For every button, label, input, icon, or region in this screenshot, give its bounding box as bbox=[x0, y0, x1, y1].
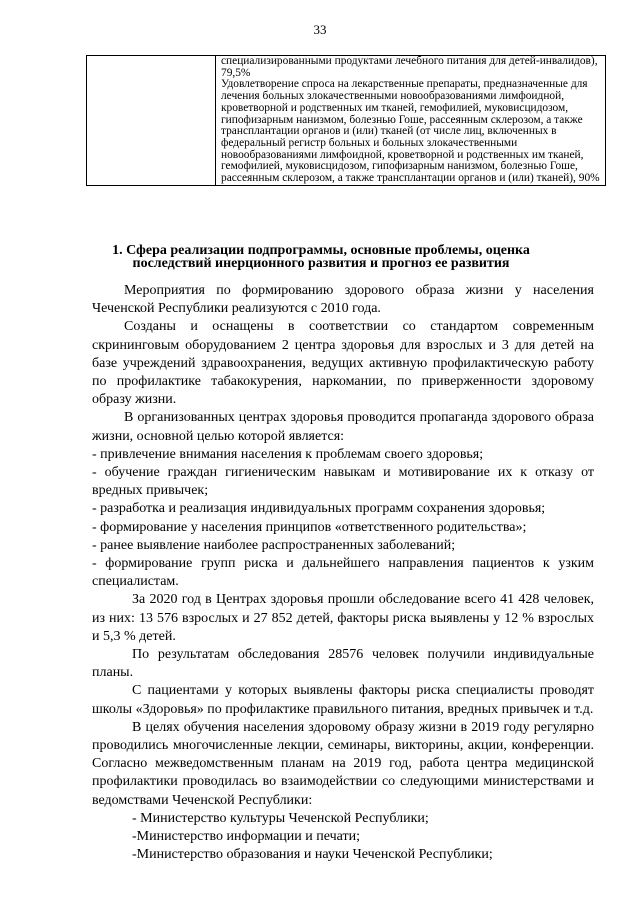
table-row bbox=[87, 56, 606, 186]
paragraph: С пациентами у которых выявлены факторы риска специалисты проводят школы «Здоровья» по профилактике правильного питания, вредных привычек и т.д. bbox=[92, 683, 594, 717]
list-item: -Министерство информации и печати; bbox=[132, 829, 361, 845]
paragraph: По результатам обследования 28576 человек получили индивидуальные планы. bbox=[92, 647, 594, 681]
list-item: - обучение граждан гигиеническим навыкам и мотивирование их к отказу от вредных привычек; bbox=[92, 465, 594, 499]
paragraph: В целях обучения населения здоровому образу жизни в 2019 году регулярно проводились многочисленные лекции, семинары, викторины, акции, конференции. Согласно межведомственным планам на 2019 год, работа центра медицинской профилактики проводилась во взаимодействии со следующими министерствами и ведомствами Чеченской Республики: bbox=[92, 719, 594, 808]
list-item: - ранее выявление наиболее распространенных заболеваний; bbox=[92, 537, 456, 553]
targets-table bbox=[86, 55, 606, 186]
list-item: - формирование у населения принципов «ответственного родительства»; bbox=[92, 519, 527, 535]
section-heading-line: последствий инерционного развития и прогноз ее развития bbox=[132, 256, 510, 271]
page-number: 33 bbox=[313, 22, 327, 37]
indicator-text: специализированными продуктами лечебного питания для детей-инвалидов), 79,5% bbox=[221, 55, 598, 79]
list-item: - привлечение внимания населения к проблемам своего здоровья; bbox=[92, 446, 484, 462]
body-text bbox=[92, 282, 594, 865]
list-item: - формирование групп риска и дальнейшего направления пациентов к узким специалистам. bbox=[92, 556, 594, 590]
section-heading bbox=[106, 244, 536, 270]
list-item: -Министерство образования и науки Чеченской Республики; bbox=[132, 847, 493, 863]
indicator-text: Удовлетворение спроса на лекарственные препараты, предназначенные для лечения больных злокачественными новообразованиями лимфоидной, кроветворной и родственных им тканей, гемофилией, муковисцидозом, гипофизарным нанизмом, болезнью Гоше, рассеянным склерозом, а также трансплантации органов и (или) тканей (от числе лиц, включенных в федеральный регистр больных и больных злокачественными новообразованиями лимфоидной, кроветворной и родственных им тканей, гемофилией, муковисцидозом, гипофизарным нанизмом, болезнью Гоше, рассеянным склерозом, а также трансплантации органов и (или) тканей), 90% bbox=[221, 78, 600, 185]
section-heading-line: 1. Сфера реализации подпрограммы, основные проблемы, оценка bbox=[112, 243, 530, 258]
list-item: - разработка и реализация индивидуальных программ сохранения здоровья; bbox=[92, 501, 546, 517]
paragraph: В организованных центрах здоровья проводится пропаганда здорового образа жизни, основной целью которой является: bbox=[92, 410, 594, 444]
list-item: - Министерство культуры Чеченской Республики; bbox=[132, 810, 429, 826]
paragraph: За 2020 год в Центрах здоровья прошли обследование всего 41 428 человек, из них: 13 576 взрослых и 27 852 детей, факторы риска выявлены у 12 % взрослых и 5,3 % детей. bbox=[92, 592, 594, 644]
paragraph: Мероприятия по формированию здорового образа жизни у населения Чеченской Республики реализуются с 2010 года. bbox=[92, 283, 594, 317]
table-indicator-cell bbox=[216, 56, 606, 186]
paragraph: Созданы и оснащены в соответствии со стандартом современным скрининговым оборудованием 2 центра здоровья для взрослых и 3 для детей на базе учреждений здравоохранения, ведущих активную профилактическую работу по профилактике табакокурения, наркомании, по приверженности здоровому образу жизни. bbox=[92, 319, 594, 408]
table-empty-cell bbox=[87, 56, 216, 186]
